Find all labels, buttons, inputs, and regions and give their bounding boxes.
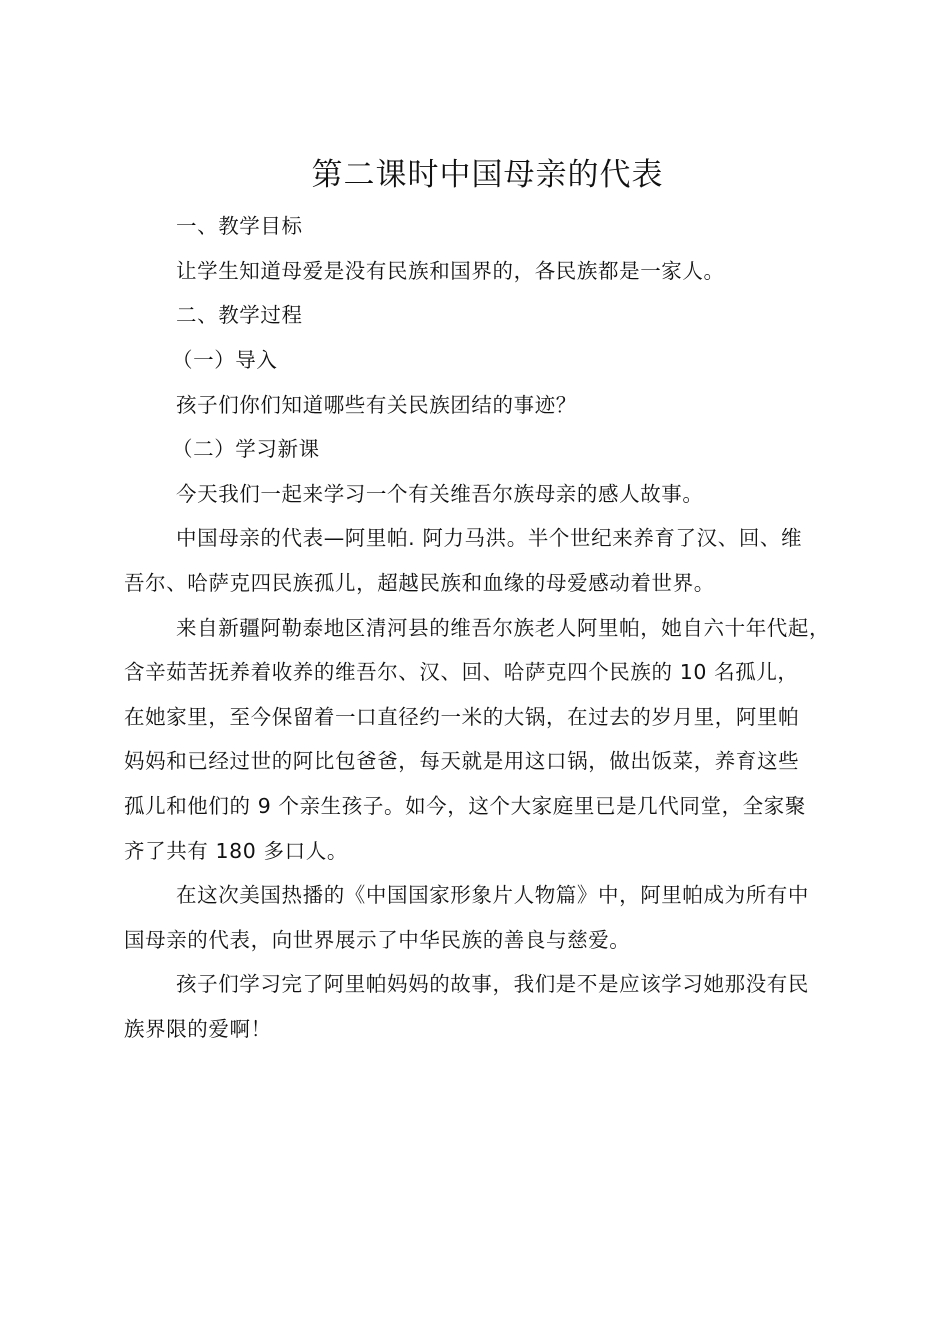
paragraph-line: 在她家里，至今保留着一口直径约一米的大锅，在过去的岁月里，阿里帕	[124, 705, 800, 729]
paragraph-line: 孩子们你们知道哪些有关民族团结的事迹？	[176, 393, 577, 417]
paragraph-line: 族界限的爱啊！	[124, 1017, 272, 1041]
page-title: 第二课时中国母亲的代表	[311, 157, 664, 193]
paragraph-line: 齐了共有 180 多口人。	[124, 839, 348, 863]
paragraph-line: 在这次美国热播的《中国国家形象片人物篇》中，阿里帕成为所有中	[176, 883, 809, 907]
paragraph-line: 妈妈和已经过世的阿比包爸爸，每天就是用这口锅，做出饭菜，养育这些	[124, 749, 800, 773]
subsection-heading-new-lesson: （二）学习新课	[172, 437, 320, 461]
paragraph-line: 今天我们一起来学习一个有关维吾尔族母亲的感人故事。	[176, 482, 704, 506]
paragraph-line: 来自新疆阿勒泰地区清河县的维吾尔族老人阿里帕，她自六十年代起，	[176, 616, 831, 640]
subsection-heading-intro: （一）导入	[172, 348, 278, 372]
paragraph-line: 让学生知道母爱是没有民族和国界的，各民族都是一家人。	[176, 259, 725, 283]
paragraph-line: 含辛茹苦抚养着收养的维吾尔、汉、回、哈萨克四个民族的 10 名孤儿，	[124, 660, 799, 684]
section-heading-process: 二、教学过程	[176, 303, 303, 327]
paragraph-line: 中国母亲的代表—阿里帕. 阿力马洪。半个世纪来养育了汉、回、维	[176, 526, 803, 550]
paragraph-line: 吾尔、哈萨克四民族孤儿，超越民族和血缘的母爱感动着世界。	[124, 571, 715, 595]
paragraph-line: 孤儿和他们的 9 个亲生孩子。如今，这个大家庭里已是几代同堂，全家聚	[124, 794, 806, 818]
paragraph-line: 国母亲的代表，向世界展示了中华民族的善良与慈爱。	[124, 928, 631, 952]
section-heading-goals: 一、教学目标	[176, 214, 303, 238]
paragraph-line: 孩子们学习完了阿里帕妈妈的故事，我们是不是应该学习她那没有民	[176, 972, 809, 996]
